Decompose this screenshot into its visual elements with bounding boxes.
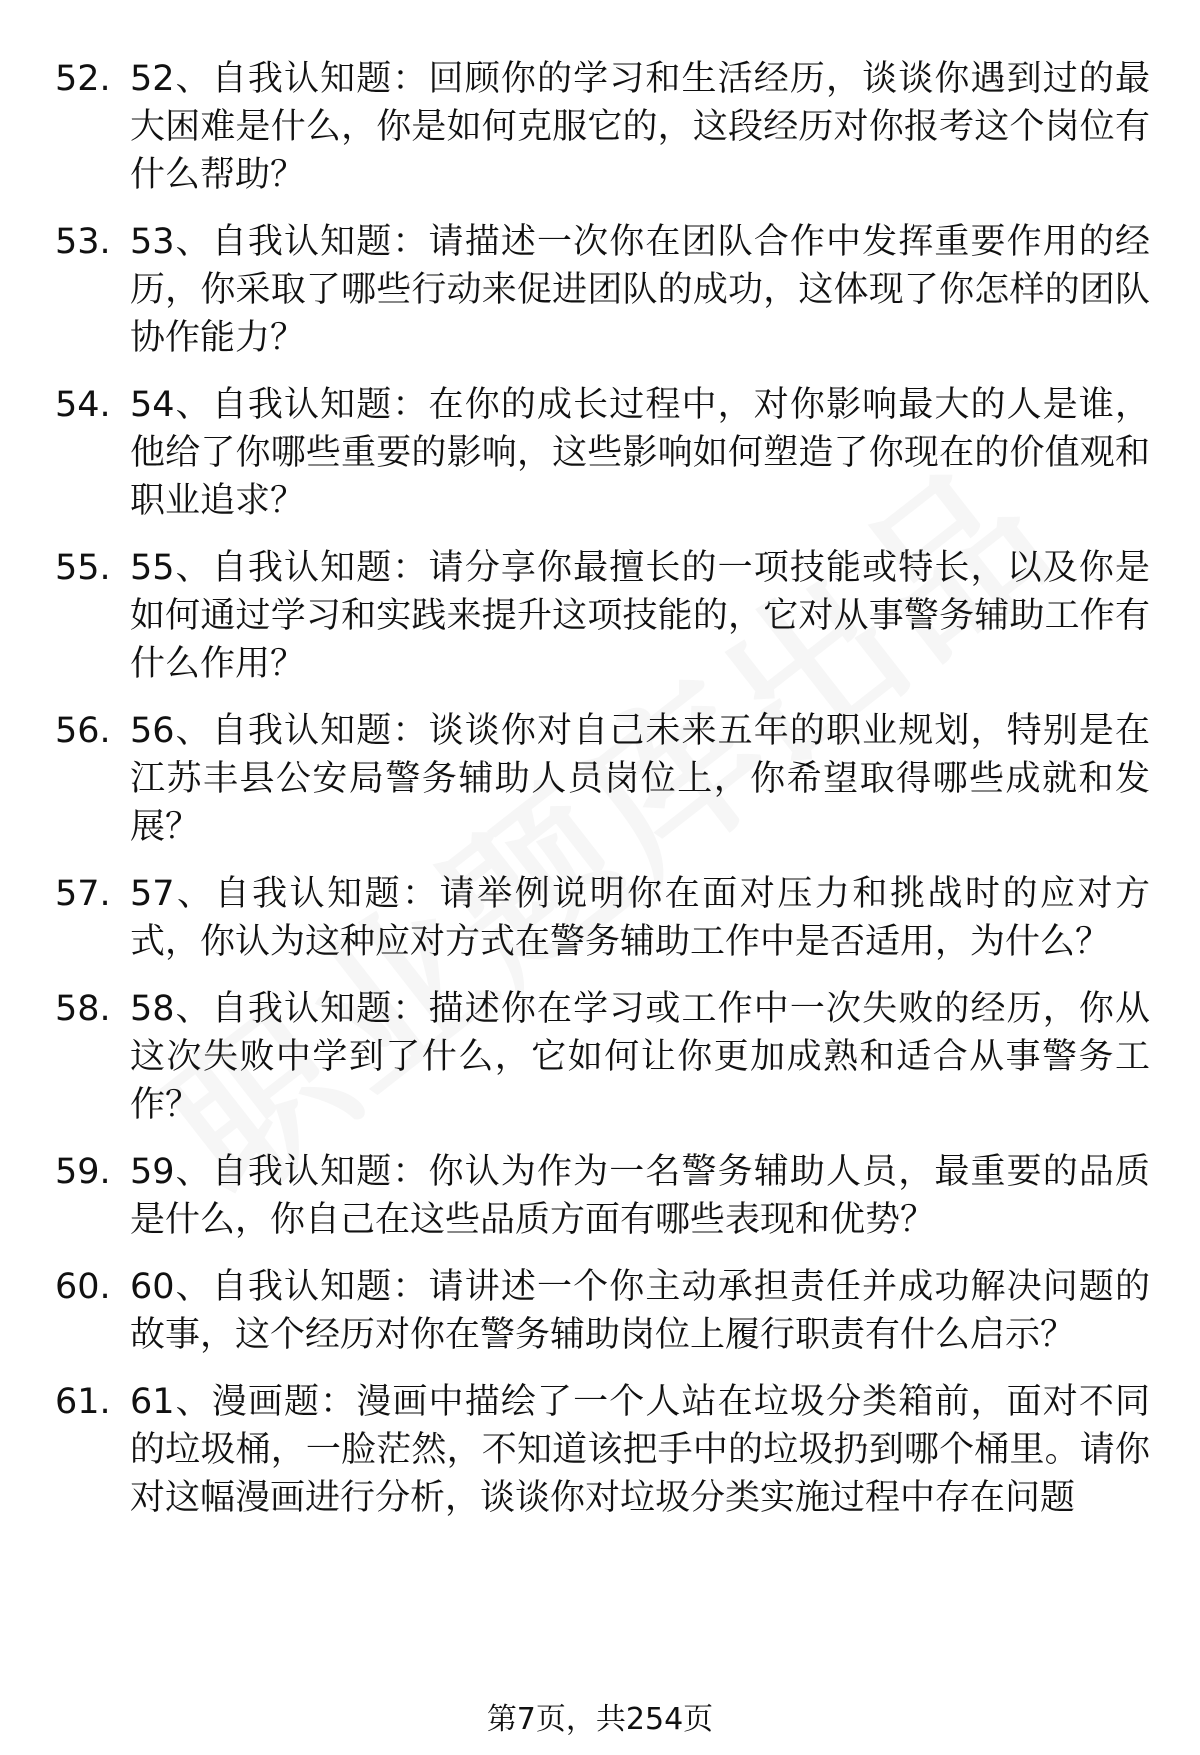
question-text: 54、自我认知题：在你的成长过程中，对你影响最大的人是谁，他给了你哪些重要的影响，这些影响如何塑造了你现在的价值观和职业追求？ [130, 385, 1150, 521]
question-text: 60、自我认知题：请讲述一个你主动承担责任并成功解决问题的故事，这个经历对你在警务辅助岗位上履行职责有什么启示？ [130, 1267, 1150, 1355]
question-number: 54. [55, 385, 111, 425]
question-number: 56. [55, 711, 111, 751]
question-number: 59. [55, 1152, 111, 1192]
question-text: 53、自我认知题：请描述一次你在团队合作中发挥重要作用的经历，你采取了哪些行动来促进团队的成功，这体现了你怎样的团队协作能力？ [130, 222, 1150, 358]
page-footer: 第7页，共254页 [486, 1702, 714, 1737]
question-number: 58. [55, 989, 111, 1029]
question-text: 52、自我认知题：回顾你的学习和生活经历，谈谈你遇到过的最大困难是什么，你是如何克服它的，这段经历对你报考这个岗位有什么帮助？ [130, 59, 1150, 195]
question-text: 58、自我认知题：描述你在学习或工作中一次失败的经历，你从这次失败中学到了什么，它如何让你更加成熟和适合从事警务工作？ [130, 989, 1150, 1125]
question-text: 59、自我认知题：你认为作为一名警务辅助人员，最重要的品质是什么，你自己在这些品质方面有哪些表现和优势？ [130, 1152, 1150, 1240]
question-number: 57. [55, 874, 111, 914]
question-text: 57、自我认知题：请举例说明你在面对压力和挑战时的应对方式，你认为这种应对方式在警务辅助工作中是否适用，为什么？ [130, 874, 1150, 962]
question-text: 55、自我认知题：请分享你最擅长的一项技能或特长，以及你是如何通过学习和实践来提升这项技能的，它对从事警务辅助工作有什么作用？ [130, 548, 1150, 684]
question-number: 53. [55, 222, 111, 262]
question-text: 56、自我认知题：谈谈你对自己未来五年的职业规划，特别是在江苏丰县公安局警务辅助人员岗位上，你希望取得哪些成就和发展？ [130, 711, 1150, 847]
question-number: 55. [55, 548, 111, 588]
question-number: 61. [55, 1382, 111, 1422]
question-number: 60. [55, 1267, 111, 1307]
question-number: 52. [55, 59, 111, 99]
question-text: 61、漫画题：漫画中描绘了一个人站在垃圾分类箱前，面对不同的垃圾桶，一脸茫然，不知道该把手中的垃圾扔到哪个桶里。请你对这幅漫画进行分析，谈谈你对垃圾分类实施过程中存在问题 [130, 1382, 1150, 1518]
